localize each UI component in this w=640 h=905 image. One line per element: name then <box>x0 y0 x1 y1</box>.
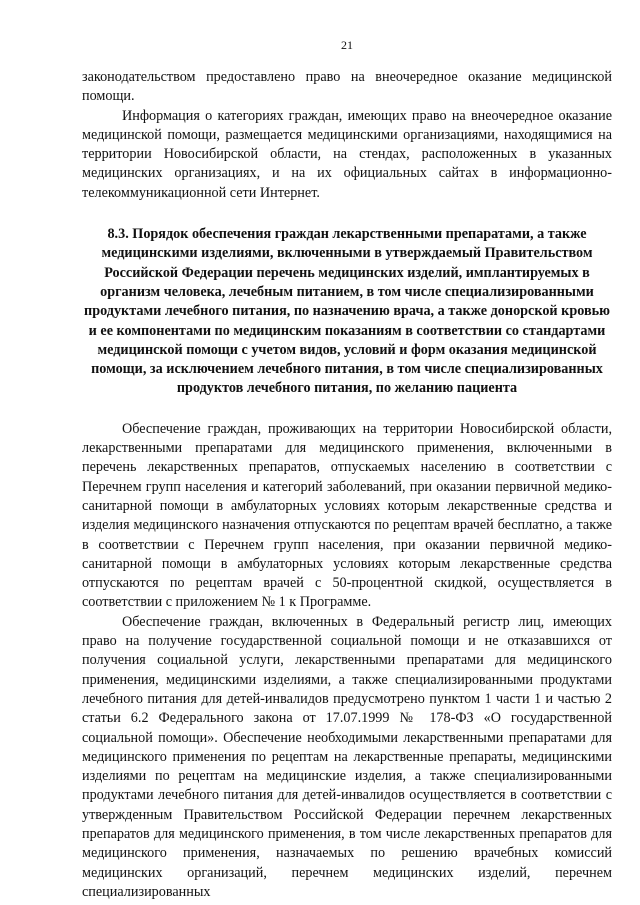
section-heading: 8.3. Порядок обеспечения граждан лекарственными препаратами, а также медицинскими изделиями, включенными в утверждаемый Правительством Российской Федерации перечень медицинских изделий, имплантируемых в организм человека, лечебным питанием, в том числе специализированными продуктами лечебного питания, по назначению врача, а также донорской кровью и ее компонентами по медицинским показаниям в соответствии со стандартами медицинской помощи с учетом видов, условий и форм оказания медицинской помощи, за исключением лечебного питания, в том числе специализированных продуктов лечебного питания, по желанию пациента <box>84 226 610 397</box>
paragraph-continuation: законодательством предоставлено право на внеочередное оказание медицинской помощи. <box>82 69 612 105</box>
paragraph-provision-residents: Обеспечение граждан, проживающих на территории Новосибирской области, лекарственными препаратами для медицинского применения, включенными в перечень лекарственных препаратов, отпускаемых населению в соответствии с Перечнем групп населения и категорий заболеваний, при оказании первичной медико-санитарной помощи в амбулаторных условиях которым лекарственные средства и изделия медицинского назначения отпускаются по рецептам врачей бесплатно, а также в соответствии с Перечнем групп населения, при оказании первичной медико-санитарной помощи в амбулаторных условиях которым лекарственные средства отпускаются по рецептам врачей с 50-процентной скидкой, осуществляется в соответствии с приложением № 1 к Программе. <box>82 420 612 611</box>
page-number: 21 <box>341 38 353 52</box>
paragraph-federal-register: Обеспечение граждан, включенных в Федеральный регистр лиц, имеющих право на получение государственной социальной помощи и не отказавшихся от получения социальной услуги, лекарственными препаратами для медицинского применения, медицинскими изделиями, а также специализированными продуктами лечебного питания для детей-инвалидов предусмотрено пунктом 1 части 1 и частью 2 статьи 6.2 Федерального закона от 17.07.1999 № 178-ФЗ «О государственной социальной помощи». Обеспечение необходимыми лекарственными препаратами для медицинского применения по рецептам на лекарственные препараты, медицинскими изделиями по рецептам на медицинские изделия, а также специализированными продуктами лечебного питания для детей-инвалидов осуществляется в соответствии с утвержденным Правительством Российской Федерации перечнем лекарственных препаратов для медицинского применения, в том числе лекарственных препаратов для медицинского применения, назначаемых по решению врачебных комиссий медицинских организаций, перечнем медицинских изделий, перечнем специализированных <box>82 613 612 900</box>
paragraph-info-categories: Информация о категориях граждан, имеющих право на внеочередное оказание медицинской помощи, размещается медицинскими организациями, находящимися на территории Новосибирской области, на стендах, расположенных в указанных медицинских организациях, и на их официальных сайтах в информационно-телекоммуникационной сети Интернет. <box>82 107 612 201</box>
